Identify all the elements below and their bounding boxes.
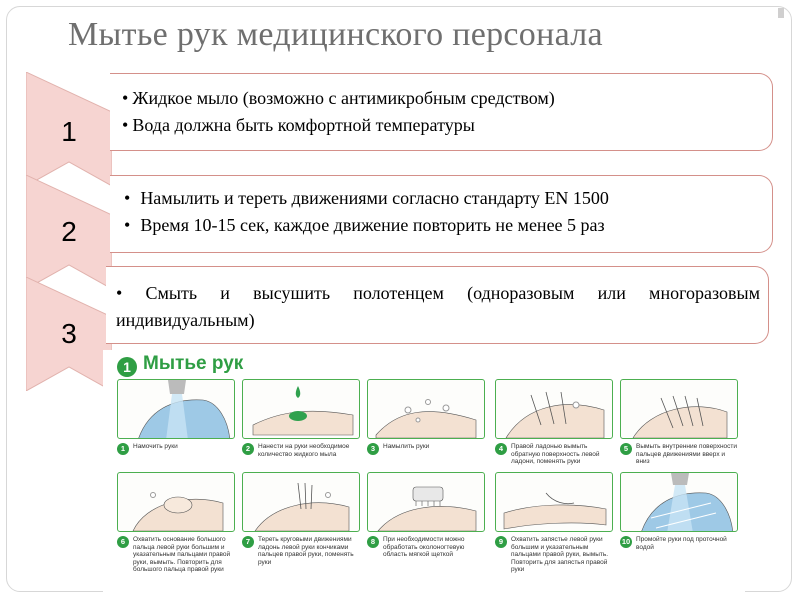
poster-step-number: 7	[242, 536, 254, 548]
poster-step-10	[620, 472, 740, 551]
soap-drop-hand-icon	[242, 379, 360, 439]
water-tap-hands-icon	[117, 379, 235, 439]
poster-step-caption	[117, 536, 237, 574]
step-1-box	[110, 73, 773, 151]
rinse-hands-icon	[620, 472, 738, 532]
poster-step-text: Тереть круговыми движениями ладонь левой руки кончиками пальцев правой руки, поменять руки	[258, 536, 354, 566]
step-3-box	[106, 266, 769, 344]
poster-step-number: 9	[495, 536, 507, 548]
poster-step-7	[242, 472, 362, 566]
thumb-rub-icon	[117, 472, 235, 532]
poster-step-caption	[367, 443, 487, 455]
poster-step-1	[117, 379, 237, 455]
poster-step-number: 1	[117, 443, 129, 455]
poster-step-text: Правой ладонью вымыть обратную поверхность левой ладони, поменять руки	[511, 443, 600, 465]
poster-step-text: Промойте руки под проточной водой	[636, 536, 727, 551]
poster-step-4	[495, 379, 615, 466]
interlaced-fingers-icon	[620, 379, 738, 439]
poster-step-number: 6	[117, 536, 129, 548]
poster-number-badge: 1	[117, 357, 137, 377]
poster-step-caption	[495, 443, 615, 466]
poster-step-caption	[242, 443, 362, 458]
lathering-hands-icon	[367, 379, 485, 439]
poster-step-number: 8	[367, 536, 379, 548]
poster-step-number: 2	[242, 443, 254, 455]
poster-step-caption	[495, 536, 615, 574]
step-1-bullet: • Вода должна быть комфортной температуры	[122, 115, 475, 135]
poster-step-caption	[242, 536, 362, 566]
poster-step-5	[620, 379, 740, 466]
poster-step-text: Охватить запястье левой руки большим и указательным пальцами правой руки, вымыть. Повторить для запястья правой руки	[511, 536, 609, 573]
poster-step-number: 5	[620, 443, 632, 455]
step-3-number: 3	[61, 318, 77, 349]
poster-step-9	[495, 472, 615, 574]
poster-step-number: 4	[495, 443, 507, 455]
poster-step-caption	[367, 536, 487, 559]
step-1-bullet: • Жидкое мыло (возможно с антимикробным средством)	[122, 88, 555, 108]
poster-step-text: Охватить основание большого пальца левой руки большим и указательным пальцами правой руки, вымыть. Повторить для большого пальца правой руки	[133, 536, 231, 573]
poster-step-text: Намылить руки	[383, 443, 430, 450]
step-2-bullet: • Время 10-15 сек, каждое движение повторить не менее 5 раз	[124, 215, 605, 235]
handwashing-poster	[103, 350, 745, 592]
nail-brush-icon	[367, 472, 485, 532]
wrist-rub-icon	[495, 472, 613, 532]
slide-title: Мытье рук медицинского персонала	[68, 16, 603, 53]
palm-over-back-icon	[495, 379, 613, 439]
poster-step-2	[242, 379, 362, 458]
poster-step-caption	[620, 443, 740, 466]
poster-step-text: Намочить руки	[133, 443, 178, 450]
step-2-box	[110, 175, 773, 253]
poster-step-6	[117, 472, 237, 574]
poster-step-number: 3	[367, 443, 379, 455]
poster-title: Мытье рук	[143, 353, 244, 374]
poster-step-3	[367, 379, 487, 455]
step-1-number: 1	[61, 116, 77, 147]
step-2-bullet: • Намылить и тереть движениями согласно стандарту EN 1500	[124, 188, 609, 208]
step-2-number: 2	[61, 216, 77, 247]
poster-step-number: 10	[621, 537, 631, 546]
poster-step-8	[367, 472, 487, 559]
poster-step-caption	[117, 443, 237, 455]
corner-decoration	[778, 8, 784, 18]
poster-step-text: Нанести на руки необходимое количество жидкого мыла	[258, 443, 350, 458]
poster-step-text: Вымыть внутренние поверхности пальцев движениями вверх и вниз	[636, 443, 738, 465]
poster-step-text: При необходимости можно обработать околоногтевую область мягкой щеткой	[383, 536, 465, 558]
step-3-bullet: • Смыть и высушить полотенцем (одноразовым или многоразовым индивидуальным)	[116, 283, 760, 330]
poster-step-caption	[620, 536, 740, 551]
fingertips-palm-icon	[242, 472, 360, 532]
